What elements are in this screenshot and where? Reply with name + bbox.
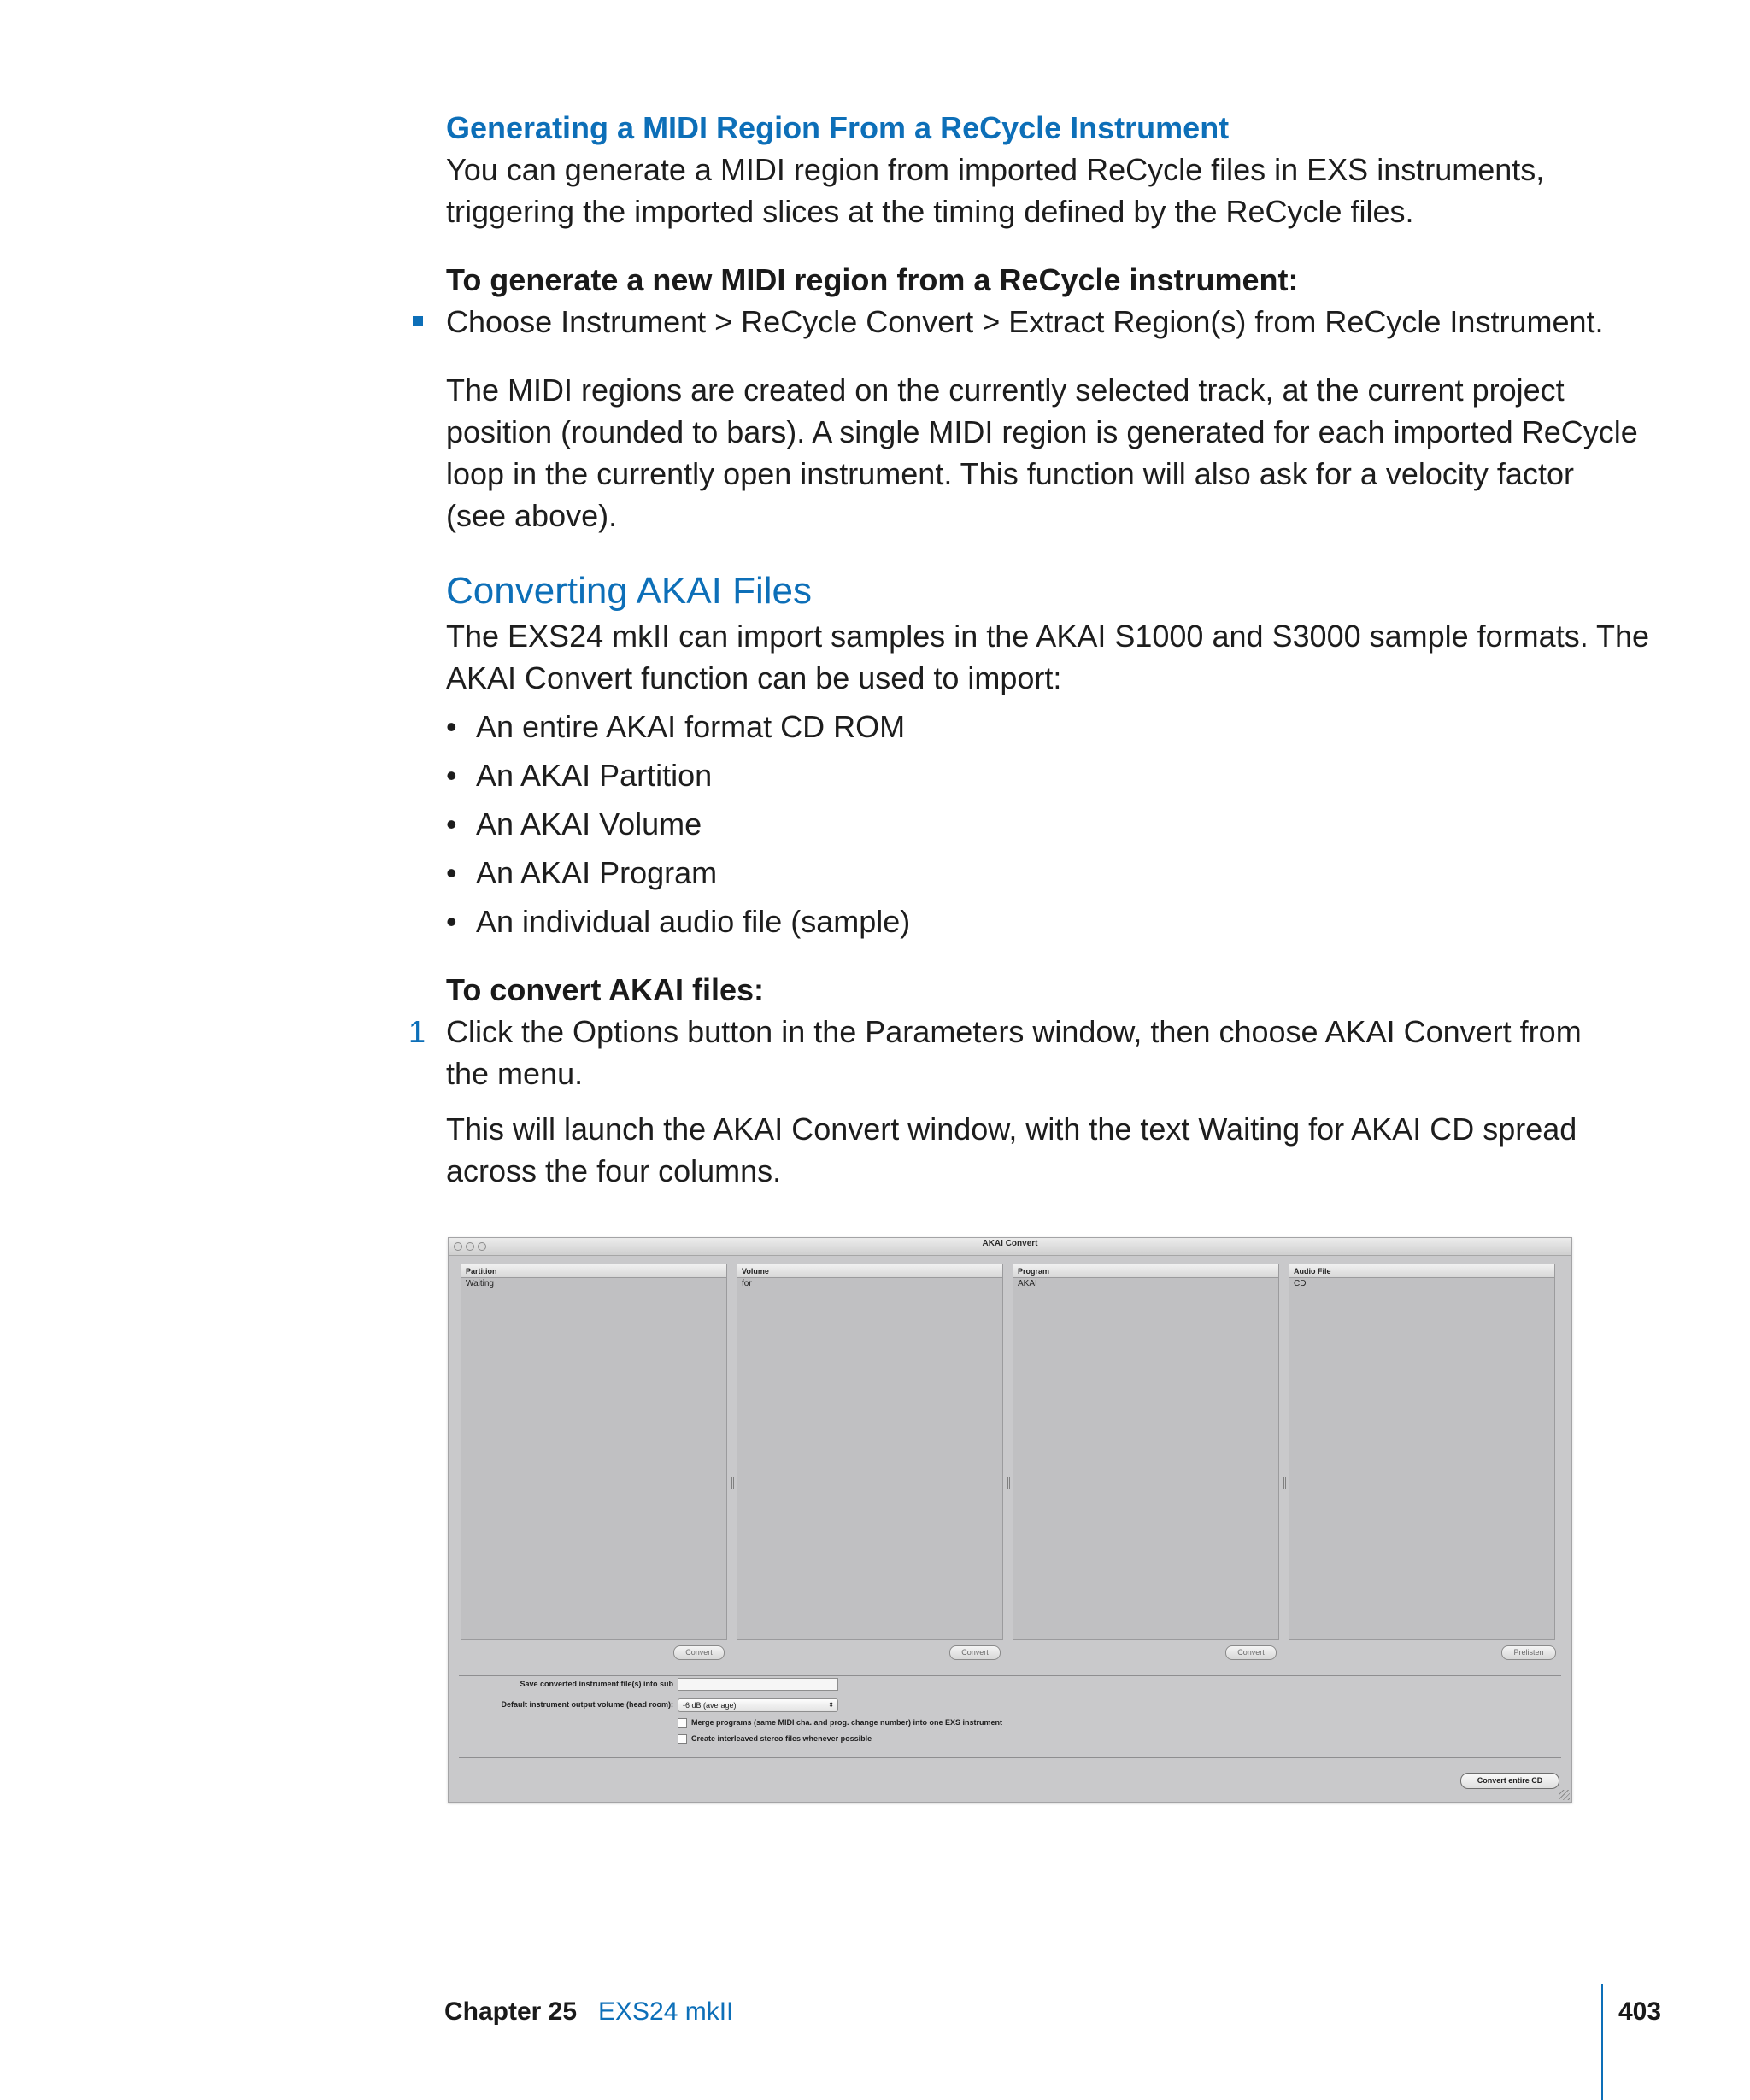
footer-chapter-title: EXS24 mkII <box>598 1997 734 2026</box>
program-list[interactable] <box>1013 1264 1279 1640</box>
section1-intro-line2: triggering the imported slices at the timing defined by the ReCycle files. <box>446 194 1414 229</box>
list-item: An AKAI Program <box>476 855 718 890</box>
volume-list[interactable] <box>737 1264 1003 1640</box>
convert-partition-button[interactable]: Convert <box>673 1645 725 1660</box>
section2-intro-line1: The EXS24 mkII can import samples in the AKAI S1000 and S3000 sample formats. The <box>446 619 1650 654</box>
prelisten-button[interactable]: Prelisten <box>1501 1645 1556 1660</box>
convert-volume-button[interactable]: Convert <box>949 1645 1001 1660</box>
partition-header: Partition <box>461 1264 726 1278</box>
window-title: AKAI Convert <box>982 1239 1038 1248</box>
interleaved-stereo-checkbox[interactable] <box>678 1734 687 1744</box>
list-item: An AKAI Volume <box>476 807 702 842</box>
section2-intro-line2: AKAI Convert function can be used to import: <box>446 660 1062 695</box>
output-volume-value: -6 dB (average) <box>683 1701 737 1710</box>
column-volume <box>737 1264 1003 1827</box>
section1-para-line4: (see above). <box>446 498 618 533</box>
section1-para-line1: The MIDI regions are created on the currently selected track, at the current project <box>446 372 1565 408</box>
divider <box>459 1757 1561 1758</box>
column-audio-file <box>1289 1264 1555 1827</box>
volume-value: for <box>742 1279 752 1288</box>
column-program <box>1013 1264 1279 1827</box>
convert-entire-cd-button[interactable]: Convert entire CD <box>1460 1773 1559 1789</box>
section1-para-line2: position (rounded to bars). A single MIDI region is generated for each imported ReCycle <box>446 414 1638 449</box>
list-item: An entire AKAI format CD ROM <box>476 709 906 744</box>
akai-para-line2: across the four columns. <box>446 1153 782 1188</box>
popup-arrows-icon: ⬍ <box>828 1701 834 1709</box>
section-title-midi-region: Generating a MIDI Region From a ReCycle Instrument <box>446 110 1230 145</box>
resize-grip-icon[interactable] <box>1559 1790 1570 1800</box>
column-partition <box>461 1264 727 1827</box>
bullet-dot: • <box>446 904 457 939</box>
step-line2: the menu. <box>446 1056 584 1091</box>
task-heading-midi: To generate a new MIDI region from a ReCycle instrument: <box>446 262 1299 297</box>
square-bullet-icon <box>413 316 423 326</box>
section1-para-line3: loop in the currently open instrument. This function will also ask for a velocity factor <box>446 456 1574 491</box>
footer-chapter: Chapter 25 <box>444 1997 578 2026</box>
output-volume-popup[interactable] <box>678 1698 838 1712</box>
list-item: An AKAI Partition <box>476 758 713 793</box>
output-volume-label: Default instrument output volume (head room): <box>501 1700 673 1709</box>
volume-header: Volume <box>737 1264 1002 1278</box>
divider <box>459 1675 1561 1676</box>
akai-para-line1: This will launch the AKAI Convert window, with the text Waiting for AKAI CD spread <box>446 1112 1577 1147</box>
convert-program-button[interactable]: Convert <box>1225 1645 1277 1660</box>
list-item: An individual audio file (sample) <box>476 904 911 939</box>
interleaved-stereo-label: Create interleaved stereo files whenever possible <box>691 1734 872 1743</box>
akai-convert-window <box>448 1237 1572 1803</box>
program-value: AKAI <box>1018 1279 1037 1288</box>
column-splitter-handle[interactable] <box>1007 1477 1010 1489</box>
step-line1: Click the Options button in the Parameters window, then choose AKAI Convert from <box>446 1014 1582 1049</box>
column-splitter-handle[interactable] <box>731 1477 734 1489</box>
merge-programs-label: Merge programs (same MIDI cha. and prog. change number) into one EXS instrument <box>691 1718 1003 1727</box>
audio-file-value: CD <box>1294 1279 1307 1288</box>
save-location-field[interactable] <box>678 1678 838 1691</box>
task-heading-akai: To convert AKAI files: <box>446 972 765 1007</box>
program-header: Program <box>1013 1264 1278 1278</box>
audio-file-list[interactable] <box>1289 1264 1555 1640</box>
bullet-dot: • <box>446 855 457 890</box>
column-splitter-handle[interactable] <box>1283 1477 1286 1489</box>
save-location-label: Save converted instrument file(s) into sub <box>520 1680 673 1688</box>
audio-file-header: Audio File <box>1289 1264 1554 1278</box>
page-number: 403 <box>1618 1997 1662 2026</box>
window-titlebar <box>449 1238 1571 1256</box>
section1-intro-line1: You can generate a MIDI region from imported ReCycle files in EXS instruments, <box>446 152 1545 187</box>
bullet-dot: • <box>446 807 457 842</box>
partition-list[interactable] <box>461 1264 727 1640</box>
bullet-dot: • <box>446 758 457 793</box>
footer-rule <box>1601 1984 1603 2100</box>
bullet-dot: • <box>446 709 457 744</box>
task-step-midi: Choose Instrument > ReCycle Convert > Extract Region(s) from ReCycle Instrument. <box>446 304 1604 339</box>
partition-value: Waiting <box>466 1279 494 1288</box>
section-title-akai: Converting AKAI Files <box>446 570 812 612</box>
merge-programs-checkbox[interactable] <box>678 1718 687 1728</box>
step-number: 1 <box>408 1014 426 1049</box>
